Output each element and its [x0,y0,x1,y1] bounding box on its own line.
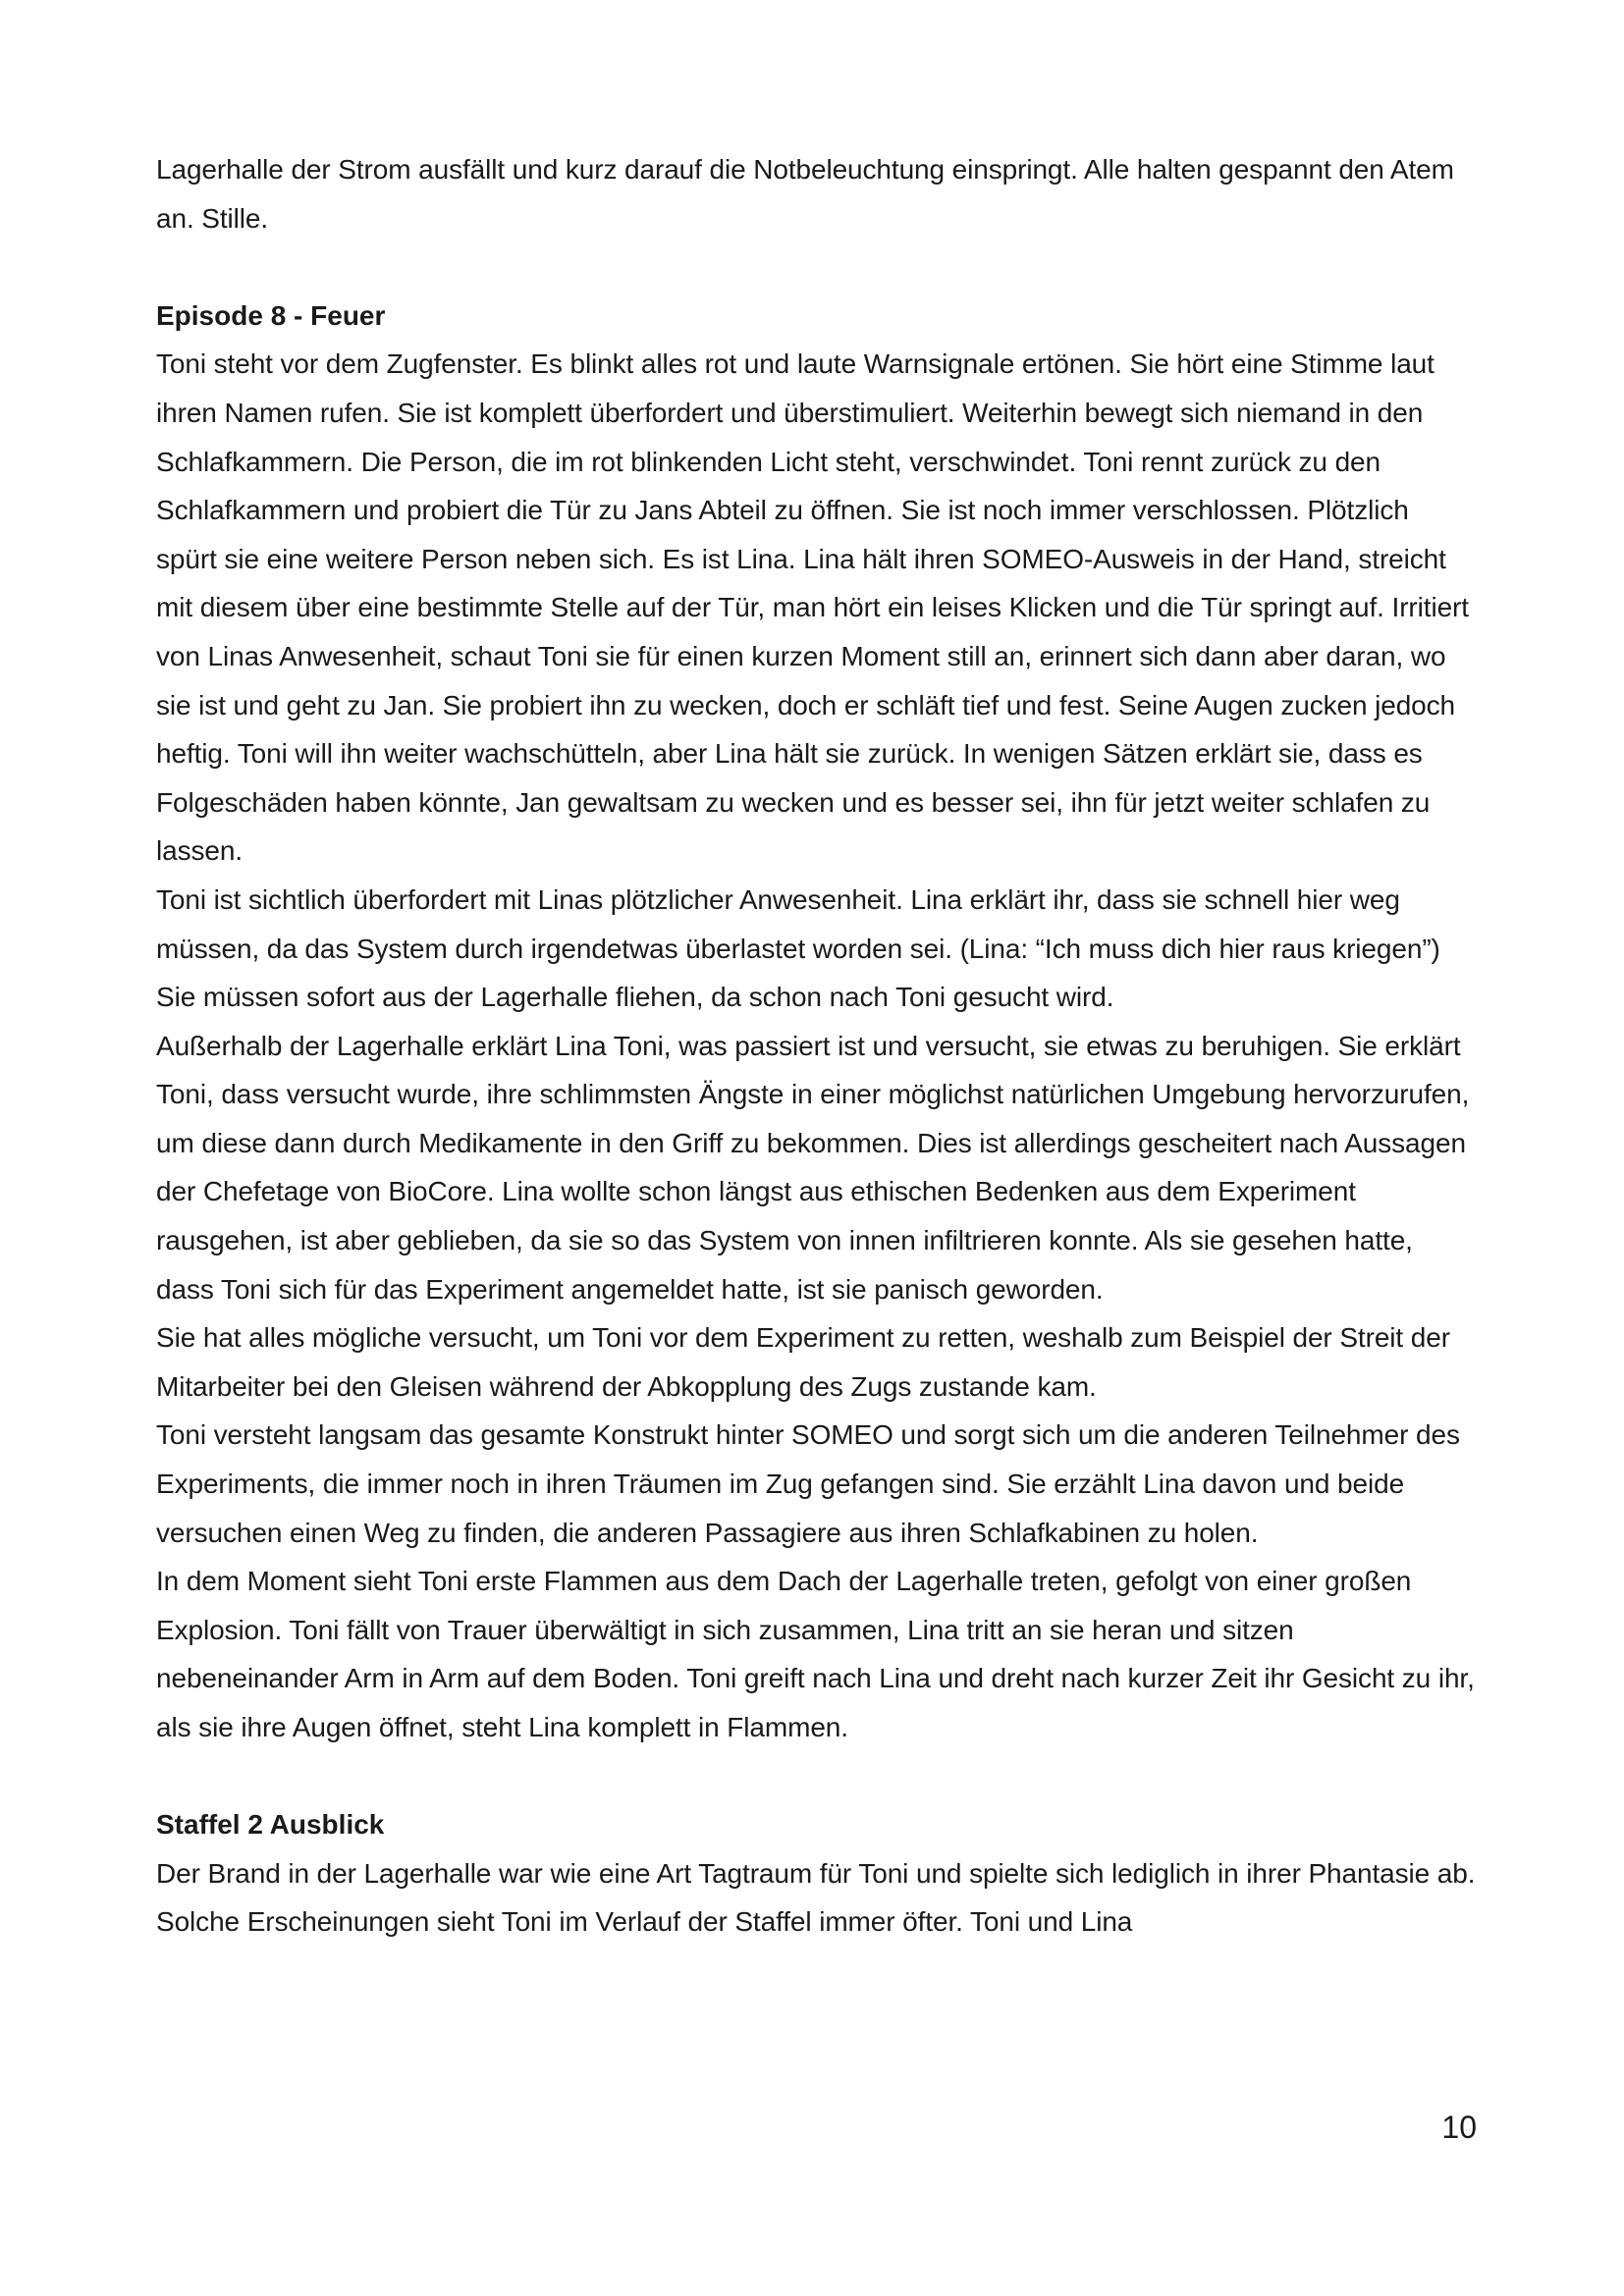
episode-8-section [156,292,1477,1752]
episode-8-paragraph: Außerhalb der Lagerhalle erklärt Lina Toni, was passiert ist und versucht, sie etwas zu beruhigen. Sie erklärt Toni, dass versucht wurde, ihre schlimmsten Ängste in einer möglichst natürlichen Umgebung hervorzurufen, um diese dann durch Medikamente in den Griff zu bekommen. Dies ist allerdings gescheitert nach Aussagen der Chefetage von BioCore. Lina wollte schon längst aus ethischen Bedenken aus dem Experiment rausgehen, ist aber geblieben, da sie so das System von innen infiltrieren konnte. Als sie gesehen hatte, dass Toni sich für das Experiment angemeldet hatte, ist sie panisch geworden. [156,1030,1470,1305]
staffel-2-section [156,1800,1477,1947]
section-spacer [156,1752,1477,1801]
episode-8-paragraph: Toni ist sichtlich überfordert mit Linas plötzlicher Anwesenheit. Lina erklärt ihr, dass sie schnell hier weg müssen, da das System durch irgendetwas überlastet worden sei. (Lina: “Ich muss dich hier raus kriegen”) Sie müssen sofort aus der Lagerhalle fliehen, da schon nach Toni gesucht wird. [156,883,1440,1013]
episode-8-heading: Episode 8 - Feuer [156,299,386,331]
episode-8-paragraph: Toni versteht langsam das gesamte Konstrukt hinter SOMEO und sorgt sich um die anderen Teilnehmer des Experiments, die immer noch in ihren Träumen im Zug gefangen sind. Sie erzählt Lina davon und beide versuchen einen Weg zu finden, die anderen Passagiere aus ihren Schlafkabinen zu holen. [156,1419,1460,1548]
episode-8-paragraph: Toni steht vor dem Zugfenster. Es blinkt alles rot und laute Warnsignale ertönen. Sie hört eine Stimme laut ihren Namen rufen. Sie ist komplett überfordert und überstimuliert. Weiterhin bewegt sich niemand in den Schlafkammern. Die Person, die im rot blinkenden Licht steht, verschwindet. Toni rennt zurück zu den Schlafkammern und probiert die Tür zu Jans Abteil zu öffnen. Sie ist noch immer verschlossen. Plötzlich spürt sie eine weitere Person neben sich. Es ist Lina. Lina hält ihren SOMEO-Ausweis in der Hand, streicht mit diesem über eine bestimmte Stelle auf der Tür, man hört ein leises Klicken und die Tür springt auf. Irritiert von Linas Anwesenheit, schaut Toni sie für einen kurzen Moment still an, erinnert sich dann aber daran, wo sie ist und geht zu Jan. Sie probiert ihn zu wecken, doch er schläft tief und fest. Seine Augen zucken jedoch heftig. Toni will ihn weiter wachschütteln, aber Lina hält sie zurück. In wenigen Sätzen erklärt sie, dass es Folgeschäden haben könnte, Jan gewaltsam zu wecken und es besser sei, ihn für jetzt weiter schlafen zu lassen. [156,348,1469,867]
section-spacer [156,242,1477,292]
staffel-2-heading: Staffel 2 Ausblick [156,1809,385,1841]
page-body [156,145,1477,1947]
intro-paragraph: Lagerhalle der Strom ausfällt und kurz darauf die Notbeleuchtung einspringt. Alle halten gespannt den Atem an. Stille. [156,154,1454,234]
episode-8-paragraph: Sie hat alles mögliche versucht, um Toni vor dem Experiment zu retten, weshalb zum Beispiel der Streit der Mitarbeiter bei den Gleisen während der Abkopplung des Zugs zustande kam. [156,1322,1450,1402]
episode-8-paragraph: In dem Moment sieht Toni erste Flammen aus dem Dach der Lagerhalle treten, gefolgt von einer großen Explosion. Toni fällt von Trauer überwältigt in sich zusammen, Lina tritt an sie heran und sitzen nebeneinander Arm in Arm auf dem Boden. Toni greift nach Lina und dreht nach kurzer Zeit ihr Gesicht zu ihr, als sie ihre Augen öffnet, steht Lina komplett in Flammen. [156,1566,1475,1742]
staffel-2-paragraph: Der Brand in der Lagerhalle war wie eine Art Tagtraum für Toni und spielte sich lediglich in ihrer Phantasie ab. Solche Erscheinungen sieht Toni im Verlauf der Staffel immer öfter. Toni und Lina [156,1857,1476,1938]
page-number: 10 [1441,2109,1477,2145]
